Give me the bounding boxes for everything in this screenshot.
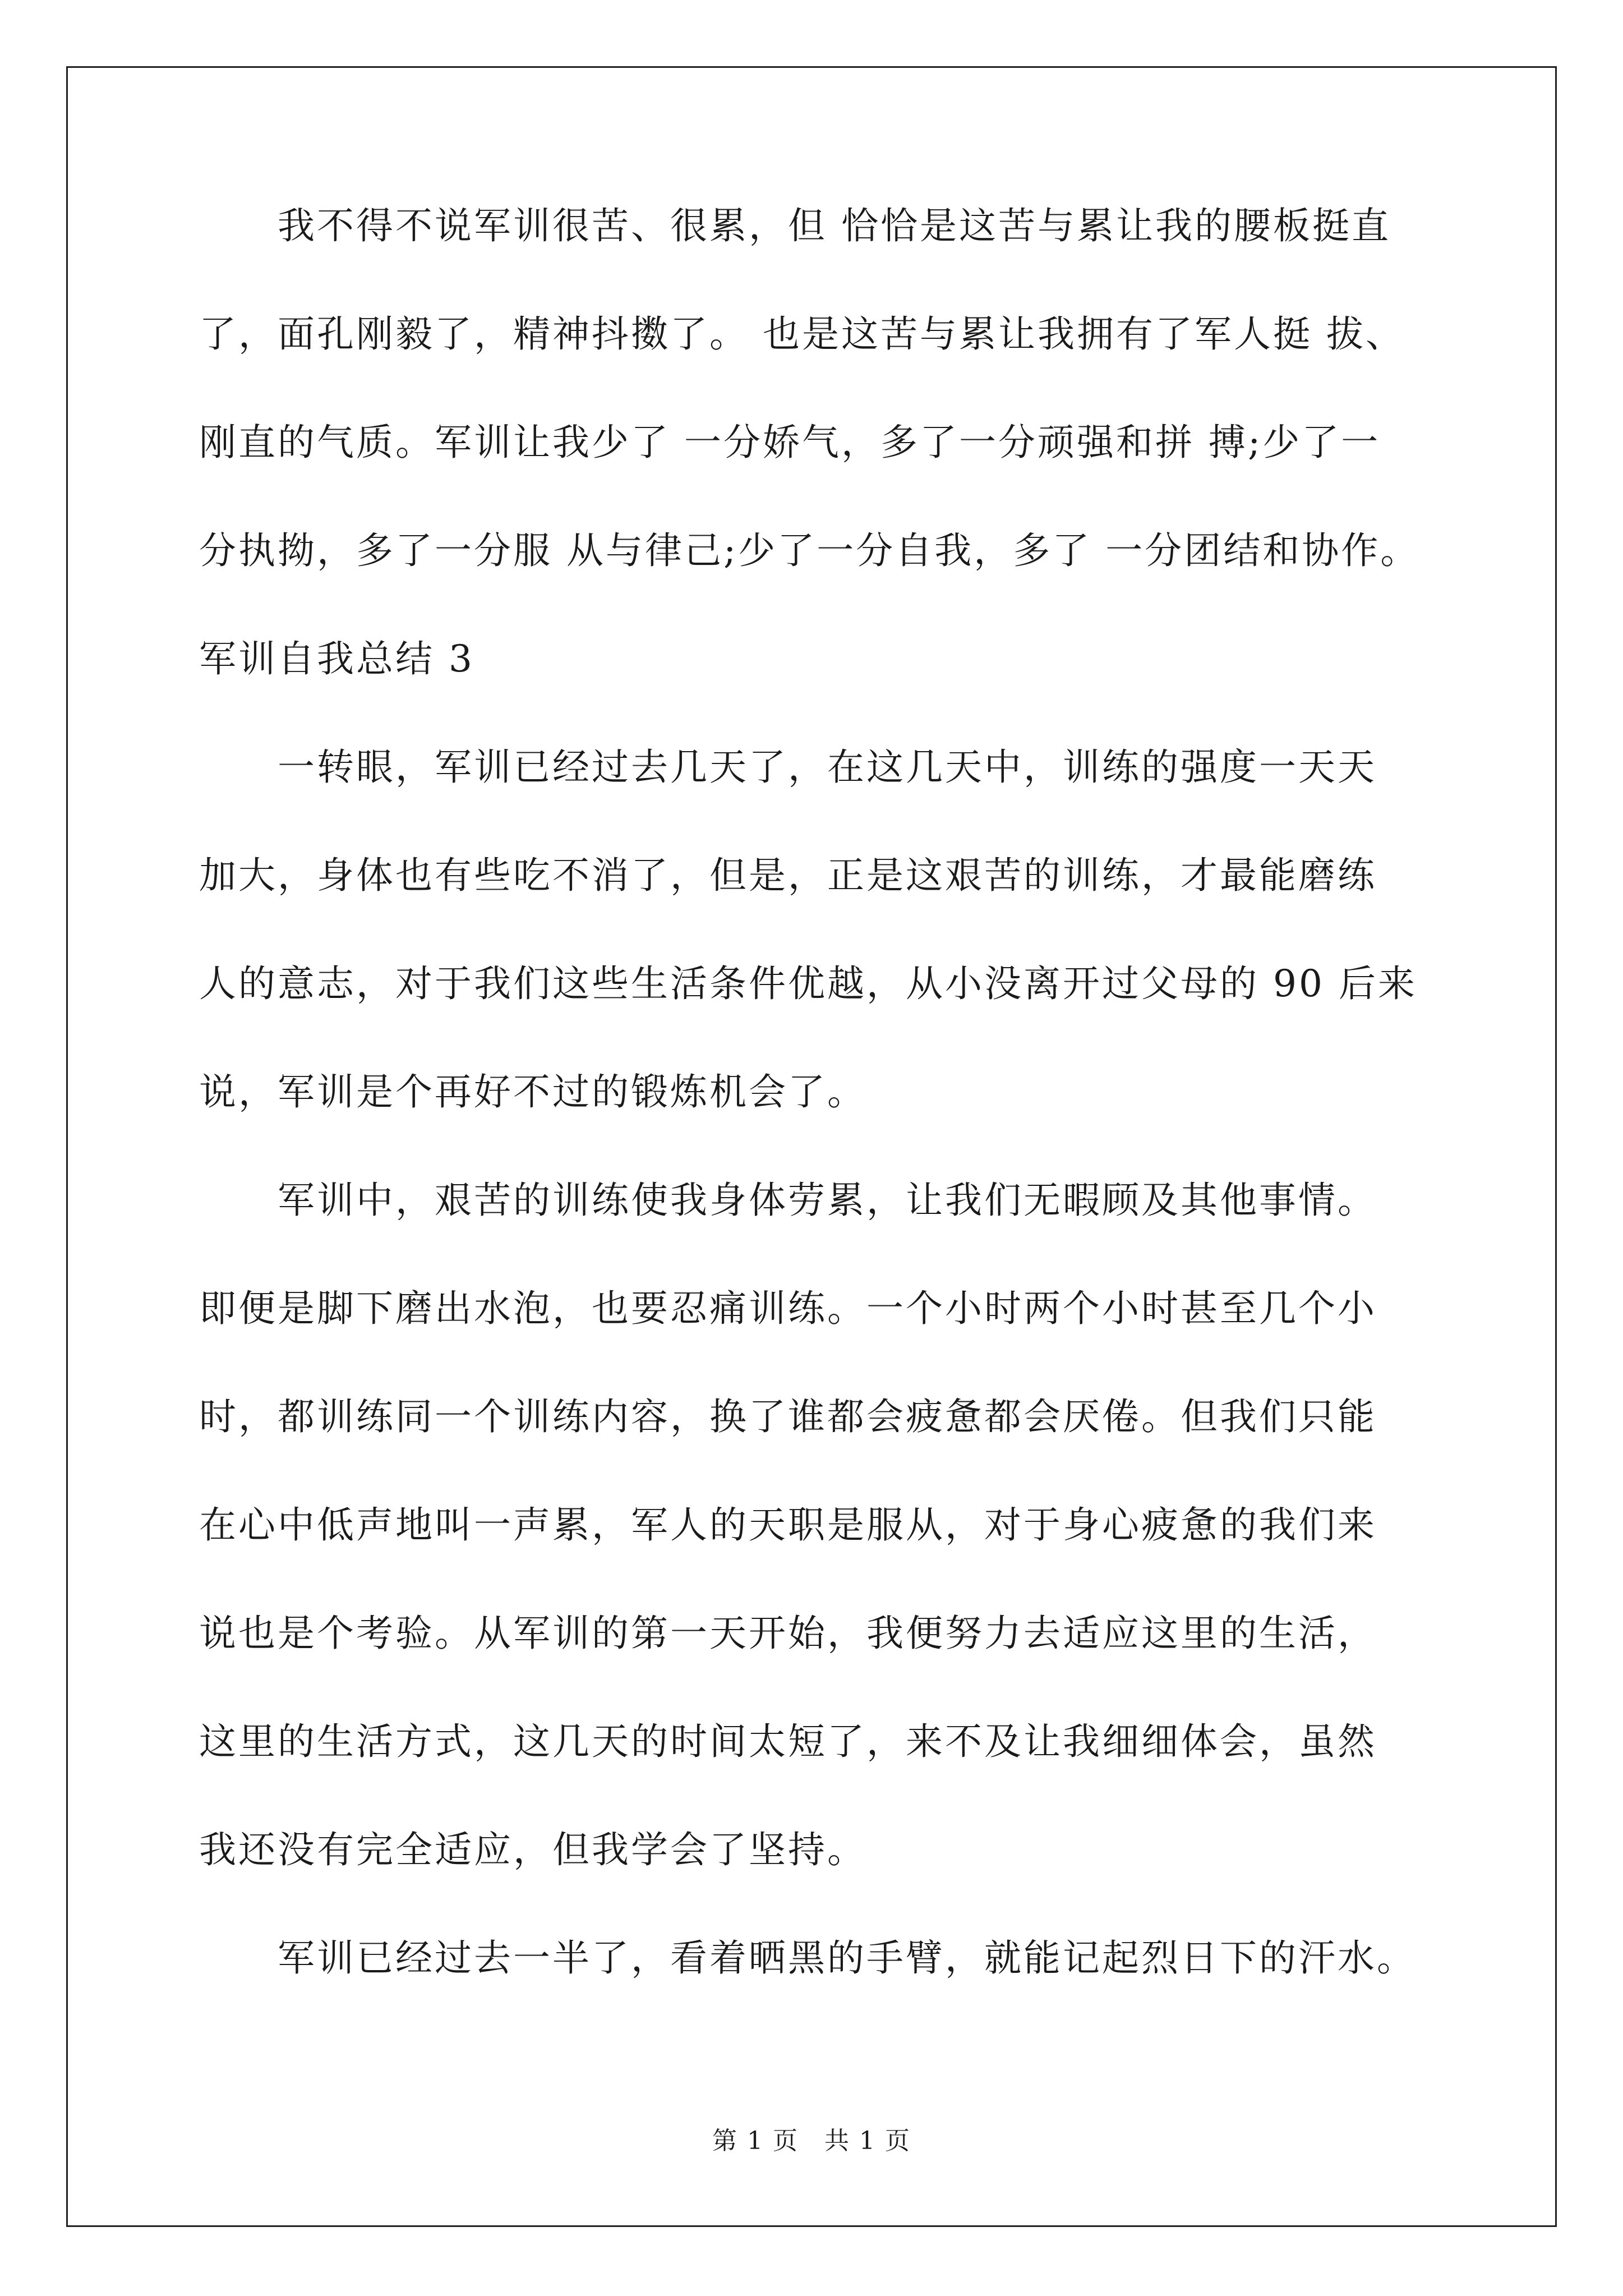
text-line: 在心中低声地叫一声累，军人的天职是服从，对于身心疲惫的我们来 xyxy=(199,1503,1377,1547)
text-line: 军训已经过去一半了，看着晒黑的手臂，就能记起烈日下的汗水。 xyxy=(199,1936,1416,1980)
text-line: 分执拗，多了一分服 从与律己;少了一分自我，多了 一分团结和协作。 xyxy=(199,529,1420,572)
text-line: 说，军训是个再好不过的锻炼机会了。 xyxy=(199,1070,866,1114)
text-line: 加大，身体也有些吃不消了，但是，正是这艰苦的训练，才最能磨练 xyxy=(199,854,1377,897)
text-line: 人的意志，对于我们这些生活条件优越，从小没离开过父母的 90 后来 xyxy=(199,962,1417,1005)
page-footer: 第 1 页 共 1 页 xyxy=(712,2127,911,2155)
text-line: 时，都训练同一个训练内容，换了谁都会疲惫都会厌倦。但我们只能 xyxy=(199,1395,1377,1438)
text-line: 我还没有完全适应，但我学会了坚持。 xyxy=(199,1828,866,1871)
text-line: 我不得不说军训很苦、很累，但 恰恰是这苦与累让我的腰板挺直 xyxy=(199,204,1391,247)
text-line: 刚直的气质。军训让我少了 一分娇气，多了一分顽强和拼 搏;少了一 xyxy=(199,421,1381,464)
text-line: 即便是脚下磨出水泡，也要忍痛训练。一个小时两个小时甚至几个小 xyxy=(199,1287,1377,1330)
text-line: 这里的生活方式，这几天的时间太短了，来不及让我细细体会，虽然 xyxy=(199,1720,1377,1763)
document-body xyxy=(199,204,1430,2048)
section-heading: 军训自我总结 3 xyxy=(199,637,474,680)
text-line: 军训中，艰苦的训练使我身体劳累，让我们无暇顾及其他事情。 xyxy=(199,1179,1377,1222)
text-line: 说也是个考验。从军训的第一天开始，我便努力去适应这里的生活， xyxy=(199,1612,1377,1655)
text-line: 了，面孔刚毅了，精神抖擞了。 也是这苦与累让我拥有了军人挺 拔、 xyxy=(199,312,1405,356)
text-line: 一转眼，军训已经过去几天了，在这几天中，训练的强度一天天 xyxy=(199,746,1377,789)
